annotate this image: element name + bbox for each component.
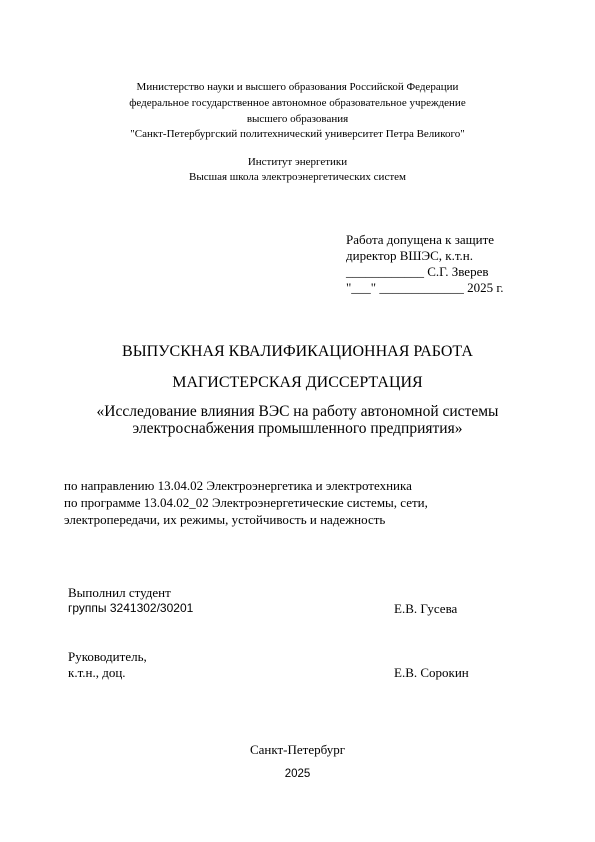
approval-line-2: директор ВШЭС, к.т.н. bbox=[346, 248, 474, 263]
supervisor-label-line-1: Руководитель, bbox=[68, 649, 147, 664]
topic-line-2: электроснабжения промышленного предприятия» bbox=[132, 420, 463, 437]
ministry-line: Министерство науки и высшего образования Российской Федерации bbox=[136, 81, 459, 93]
city: Санкт-Петербург bbox=[249, 742, 346, 757]
supervisor-degree: к.т.н., доц. bbox=[68, 665, 126, 680]
university-line: "Санкт-Петербургский политехнический университет Петра Великого" bbox=[130, 128, 465, 140]
supervisor-name: Е.В. Сорокин bbox=[394, 665, 469, 680]
program-line-2: по программе 13.04.02_02 Электроэнергетические системы, сети, bbox=[64, 495, 428, 510]
approval-date-line: "___" _____________ 2025 г. bbox=[346, 280, 504, 295]
student-label-line-1: Выполнил студент bbox=[68, 585, 171, 600]
year: 2025 bbox=[284, 768, 311, 780]
institute-line: Институт энергетики bbox=[247, 156, 348, 168]
student-name: Е.В. Гусева bbox=[394, 601, 458, 616]
program-line-1: по направлению 13.04.02 Электроэнергетика и электротехника bbox=[64, 478, 412, 493]
topic-line-1: «Исследование влияния ВЭС на работу автономной системы bbox=[96, 403, 499, 420]
work-type: ВЫПУСКНАЯ КВАЛИФИКАЦИОННАЯ РАБОТА bbox=[122, 343, 473, 360]
institution-line-1: федеральное государственное автономное образовательное учреждение bbox=[129, 97, 466, 109]
work-subtype: МАГИСТЕРСКАЯ ДИССЕРТАЦИЯ bbox=[172, 374, 423, 391]
school-line: Высшая школа электроэнергетических систем bbox=[189, 171, 406, 183]
program-line-3: электропередачи, их режимы, устойчивость и надежность bbox=[64, 512, 386, 527]
approval-signature-line: ____________ С.Г. Зверев bbox=[346, 264, 489, 279]
student-group: группы 3241302/30201 bbox=[68, 601, 194, 615]
approval-line-1: Работа допущена к защите bbox=[346, 232, 495, 247]
institution-line-2: высшего образования bbox=[246, 113, 349, 125]
